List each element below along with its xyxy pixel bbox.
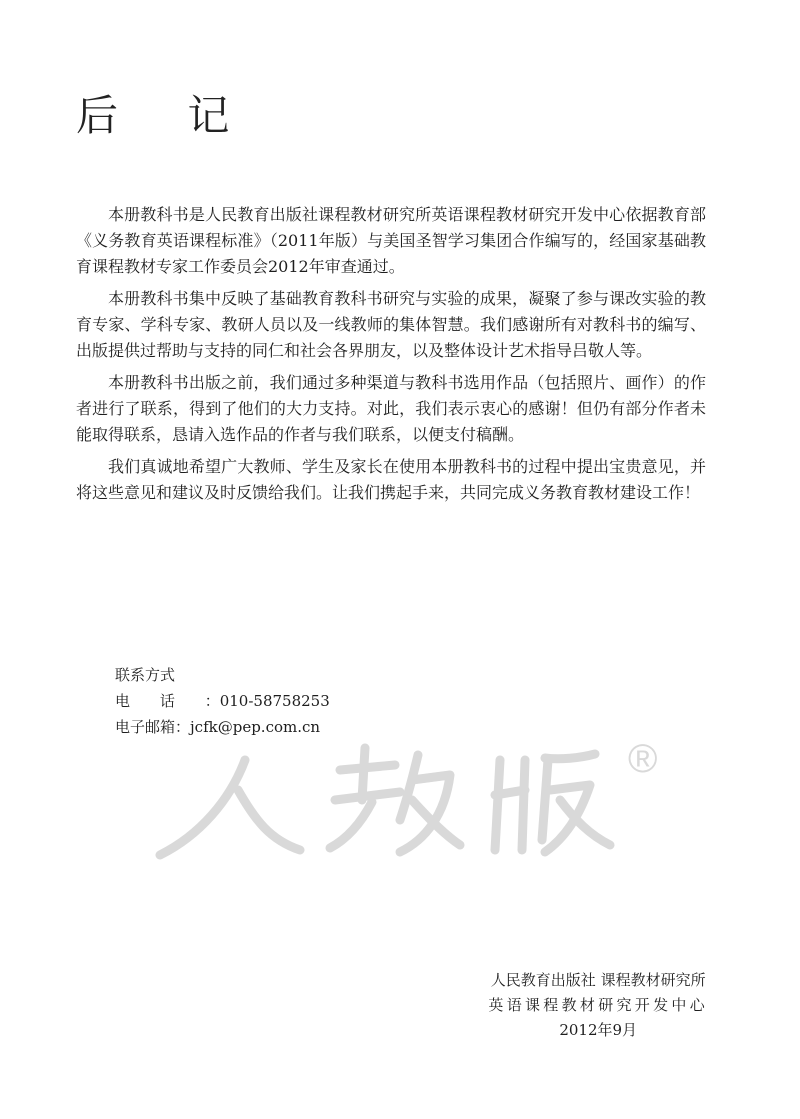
paragraph-copyright-notice: 本册教科书出版之前，我们通过多种渠道与教科书选用作品（包括照片、画作）的作者进行了联系，得到了他们的大力支持。对此，我们表示衷心的感谢！但仍有部分作者未能取得联系，恳请入选作品的作者与我们联系，以便支付稿酬。 bbox=[76, 373, 706, 444]
email-value: jcfk@pep.com.cn bbox=[190, 718, 321, 736]
watermark-logo bbox=[150, 720, 670, 870]
paragraph-acknowledgements: 本册教科书集中反映了基础教育教科书研究与实验的成果，凝聚了参与课改实验的教育专家、学科专家、教研人员以及一线教师的集体智慧。我们感谢所有对教科书的编写、出版提供过帮助与支持的同仁和社会各界朋友，以及整体设计艺术指导吕敬人等。 bbox=[76, 289, 706, 360]
paragraph-feedback-request: 我们真诚地希望广大教师、学生及家长在使用本册教科书的过程中提出宝贵意见，并将这些意见和建议及时反馈给我们。让我们携起手来，共同完成义务教育教材建设工作！ bbox=[76, 457, 706, 502]
paragraph-publication-info: 本册教科书是人民教育出版社课程教材研究所英语课程教材研究开发中心依据教育部《义务教育英语课程标准》（2011年版）与美国圣智学习集团合作编写的，经国家基础教育课程教材专家工作委员会2012年审查通过。 bbox=[76, 205, 706, 276]
signature-block bbox=[488, 968, 708, 1043]
afterword-body bbox=[76, 202, 706, 512]
contact-heading: 联系方式 bbox=[115, 666, 176, 684]
signature-date: 2012年9月 bbox=[559, 1021, 638, 1039]
phone-value: 010-58758253 bbox=[219, 692, 330, 710]
contact-phone: 电话 ： 010-58758253 bbox=[115, 688, 330, 714]
contact-email: 电子邮箱 ： jcfk@pep.com.cn bbox=[115, 714, 330, 740]
email-label: 电子邮箱 bbox=[115, 718, 176, 736]
page-title: 后 记 bbox=[76, 91, 258, 140]
signature-center: 英语课程教材研究开发中心 bbox=[488, 996, 708, 1014]
phone-label: 电话 bbox=[115, 692, 205, 710]
registered-mark: ® bbox=[628, 737, 658, 781]
signature-organization: 人民教育出版社 课程教材研究所 bbox=[490, 971, 706, 989]
